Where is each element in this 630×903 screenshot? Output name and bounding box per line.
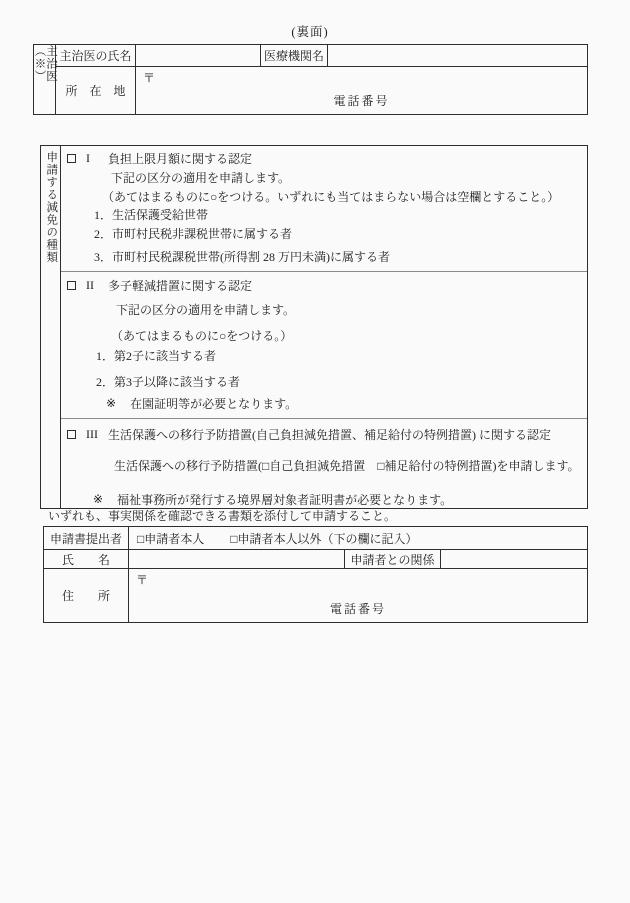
section-2-subtitle: 下記の区分の適用を申請します。	[116, 303, 296, 317]
section-2-instruction: （あてはまるものに○をつける。）	[111, 329, 293, 343]
postal-mark: 〒	[143, 71, 156, 85]
postal-mark: 〒	[136, 573, 149, 587]
medical-institution-label: 医療機関名	[261, 45, 328, 66]
section-1-checkbox[interactable]	[67, 154, 76, 163]
submitter-address-label: 住 所	[44, 568, 129, 622]
submitter-table	[43, 526, 588, 623]
doctor-address-field[interactable]	[136, 66, 587, 114]
doctor-side-label-cell	[34, 45, 56, 114]
submitter-options	[129, 527, 587, 549]
section-1	[61, 146, 587, 271]
section-1-title: 負担上限月額に関する認定	[108, 152, 253, 166]
section-3-note-mark: ※	[93, 492, 104, 506]
section-2	[61, 271, 587, 418]
section-2-title: 多子軽減措置に関する認定	[108, 279, 253, 293]
exemption-sections	[61, 146, 587, 508]
submitter-phone-label: 電話番号	[329, 602, 386, 616]
section-3-title: 生活保護への移行予防措置(自己負担減免措置、補足給付の特例措置) に関する認定	[108, 428, 551, 442]
section-2-item-2[interactable]: 2．第3子以降に該当する者	[96, 375, 241, 389]
section-3-numeral: III	[86, 427, 98, 441]
doctor-name-label: 主治医の氏名	[56, 45, 136, 66]
section-1-numeral: I	[86, 151, 90, 165]
relation-field[interactable]	[441, 549, 587, 568]
doctor-name-field[interactable]	[136, 45, 261, 66]
section-2-note: 在園証明等が必要となります。	[130, 397, 298, 411]
attending-doctor-table	[33, 44, 588, 115]
option-applicant-self[interactable]: □申請者本人	[137, 531, 205, 546]
section-3-checkbox[interactable]	[67, 430, 76, 439]
exemption-side-label-cell	[41, 146, 61, 508]
option-applicant-other[interactable]: □申請者本人以外（下の欄に記入）	[230, 531, 418, 546]
relation-label: 申請者との関係	[345, 549, 441, 568]
section-3-note: 福祉事務所が発行する境界層対象者証明書が必要となります。	[117, 493, 453, 507]
section-2-item-1[interactable]: 1．第2子に該当する者	[96, 349, 217, 363]
submitter-address-field[interactable]	[129, 568, 587, 622]
section-2-note-mark: ※	[106, 396, 117, 410]
exemption-side-label: 申請する減免の種類	[45, 151, 58, 264]
submitter-name-field[interactable]	[129, 549, 345, 568]
section-3-subtitle[interactable]: 生活保護への移行予防措置(□自己負担減免措置 □補足給付の特例措置)を申請します。	[114, 459, 580, 473]
doctor-phone-label: 電話番号	[333, 94, 390, 108]
attachment-note: いずれも、事実関係を確認できる書類を添付して申請すること。	[48, 509, 397, 523]
section-1-subtitle: 下記の区分の適用を申請します。	[111, 171, 291, 185]
submitter-name-label: 氏 名	[44, 549, 129, 568]
section-1-instruction: （あてはまるものに○をつける。いずれにも当てはまらない場合は空欄とすること。）	[102, 190, 560, 204]
section-2-numeral: II	[86, 278, 94, 292]
doctor-side-label: 主治医（※）	[33, 45, 57, 83]
page-title: (裏面)	[291, 25, 329, 39]
medical-institution-field[interactable]	[328, 45, 587, 66]
section-1-item-1[interactable]: 1．生活保護受給世帯	[94, 208, 209, 222]
section-1-item-2[interactable]: 2．市町村民税非課税世帯に属する者	[94, 227, 293, 241]
exemption-kind-table	[40, 145, 588, 509]
section-3	[61, 418, 587, 508]
section-1-item-3[interactable]: 3．市町村民税課税世帯(所得割 28 万円未満)に属する者	[94, 250, 390, 264]
doctor-address-label: 所 在 地	[56, 66, 136, 114]
submitter-row-label: 申請書提出者	[44, 527, 129, 549]
section-2-checkbox[interactable]	[67, 281, 76, 290]
